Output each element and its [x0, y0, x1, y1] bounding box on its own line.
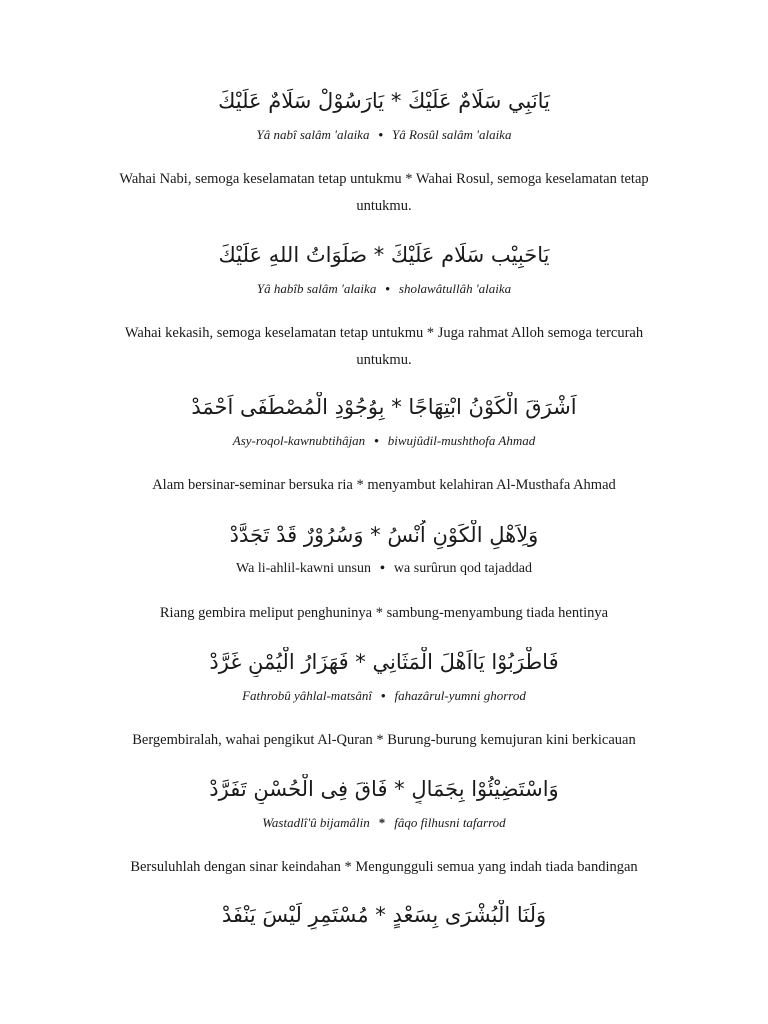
translation-line: Wahai Nabi, semoga keselamatan tetap untukmu * Wahai Rosul, semoga keselamatan tetap untukmu. — [119, 171, 649, 214]
transliteration-line — [96, 687, 672, 705]
transliteration-line — [96, 126, 672, 144]
transliteration-part-a: Asy-roqol-kawnubtihâjan — [232, 433, 366, 448]
transliteration-line — [96, 280, 672, 298]
translation-line: Alam bersinar-seminar bersuka ria * menyambut kelahiran Al-Musthafa Ahmad — [152, 477, 616, 493]
verse-3 — [96, 392, 672, 499]
transliteration-part-a: Wa li-ahlil-kawni unsun — [236, 561, 372, 576]
verse-4 — [96, 520, 672, 627]
arabic-line: وَلَنَا الْبُشْرَى بِسَعْدٍ * مُسْتَمِرٍ لَيْسَ يَنْفَدْ — [221, 903, 547, 927]
separator-dot: • — [380, 688, 386, 703]
transliteration-part-b: sholawâtullâh 'alaika — [398, 281, 512, 296]
translation-line: Bergembiralah, wahai pengikut Al-Quran * Burung-burung kemujuran kini berkicauan — [132, 732, 636, 748]
transliteration-line — [96, 814, 672, 832]
transliteration-part-a: Yâ nabî salâm 'alaika — [256, 127, 370, 142]
separator-dot: • — [374, 433, 379, 448]
arabic-line: فَاطْرَبُوْا يَااَهْلَ الْمَثَانِي * فَهَزَارُ الْيُمْنِ غَرَّدْ — [209, 650, 559, 674]
separator-dot: • — [380, 561, 385, 576]
verse-7 — [96, 900, 672, 930]
arabic-line: يَانَبِي سَلَامٌ عَلَيْكَ * يَارَسُوْلْ سَلَامٌ عَلَيْكَ — [218, 89, 550, 113]
transliteration-part-b: fahazârul-yumni ghorrod — [394, 688, 526, 703]
transliteration-line — [96, 560, 672, 578]
transliteration-part-b: fâqo filhusni tafarrod — [394, 815, 506, 830]
verse-2 — [96, 240, 672, 374]
translation-line: Riang gembira meliput penghuninya * sambung-menyambung tiada hentinya — [159, 605, 609, 621]
transliteration-part-b: Yâ Rosûl salâm 'alaika — [392, 127, 512, 142]
arabic-line: اَشْرَقَ الْكَوْنُ ابْتِهَاجًا * بِوُجُوْدِ الْمُصْطَفَى اَحْمَدْ — [191, 395, 577, 419]
separator-dot: • — [385, 281, 390, 296]
translation-line: Wahai kekasih, semoga keselamatan tetap untukmu * Juga rahmat Alloh semoga tercurah untukmu. — [124, 325, 644, 368]
transliteration-part-b: wa surûrun qod tajaddad — [393, 561, 532, 576]
transliteration-part-b: biwujûdil-mushthofa Ahmad — [387, 433, 536, 448]
translation-line: Bersuluhlah dengan sinar keindahan * Mengungguli semua yang indah tiada bandingan — [130, 859, 638, 875]
transliteration-line — [96, 432, 672, 450]
transliteration-part-a: Fathrobû yâhlal-matsânî — [242, 688, 372, 703]
transliteration-part-a: Yâ habîb salâm 'alaika — [256, 281, 377, 296]
verse-1 — [96, 86, 672, 220]
arabic-line: وَلِاَهْلِ الْكَوْنِ اُنْسُ * وَسُرُوْرٌ قَدْ تَجَدَّدْ — [229, 523, 539, 547]
arabic-line: يَاحَبِيْب سَلَام عَلَيْكَ * صَلَوَاتُ اللهِ عَلَيْكَ — [218, 243, 550, 267]
transliteration-part-a: Wastadlî'û bijamâlin — [262, 815, 370, 830]
arabic-line: وَاسْتَضِيْئُوْا بِجَمَالٍ * فَاقَ فِى الْحُسْنِ تَفَرَّدْ — [209, 777, 559, 801]
verse-5 — [96, 647, 672, 754]
separator-dot: * — [378, 815, 386, 830]
verse-6 — [96, 774, 672, 881]
separator-dot: • — [378, 127, 384, 142]
